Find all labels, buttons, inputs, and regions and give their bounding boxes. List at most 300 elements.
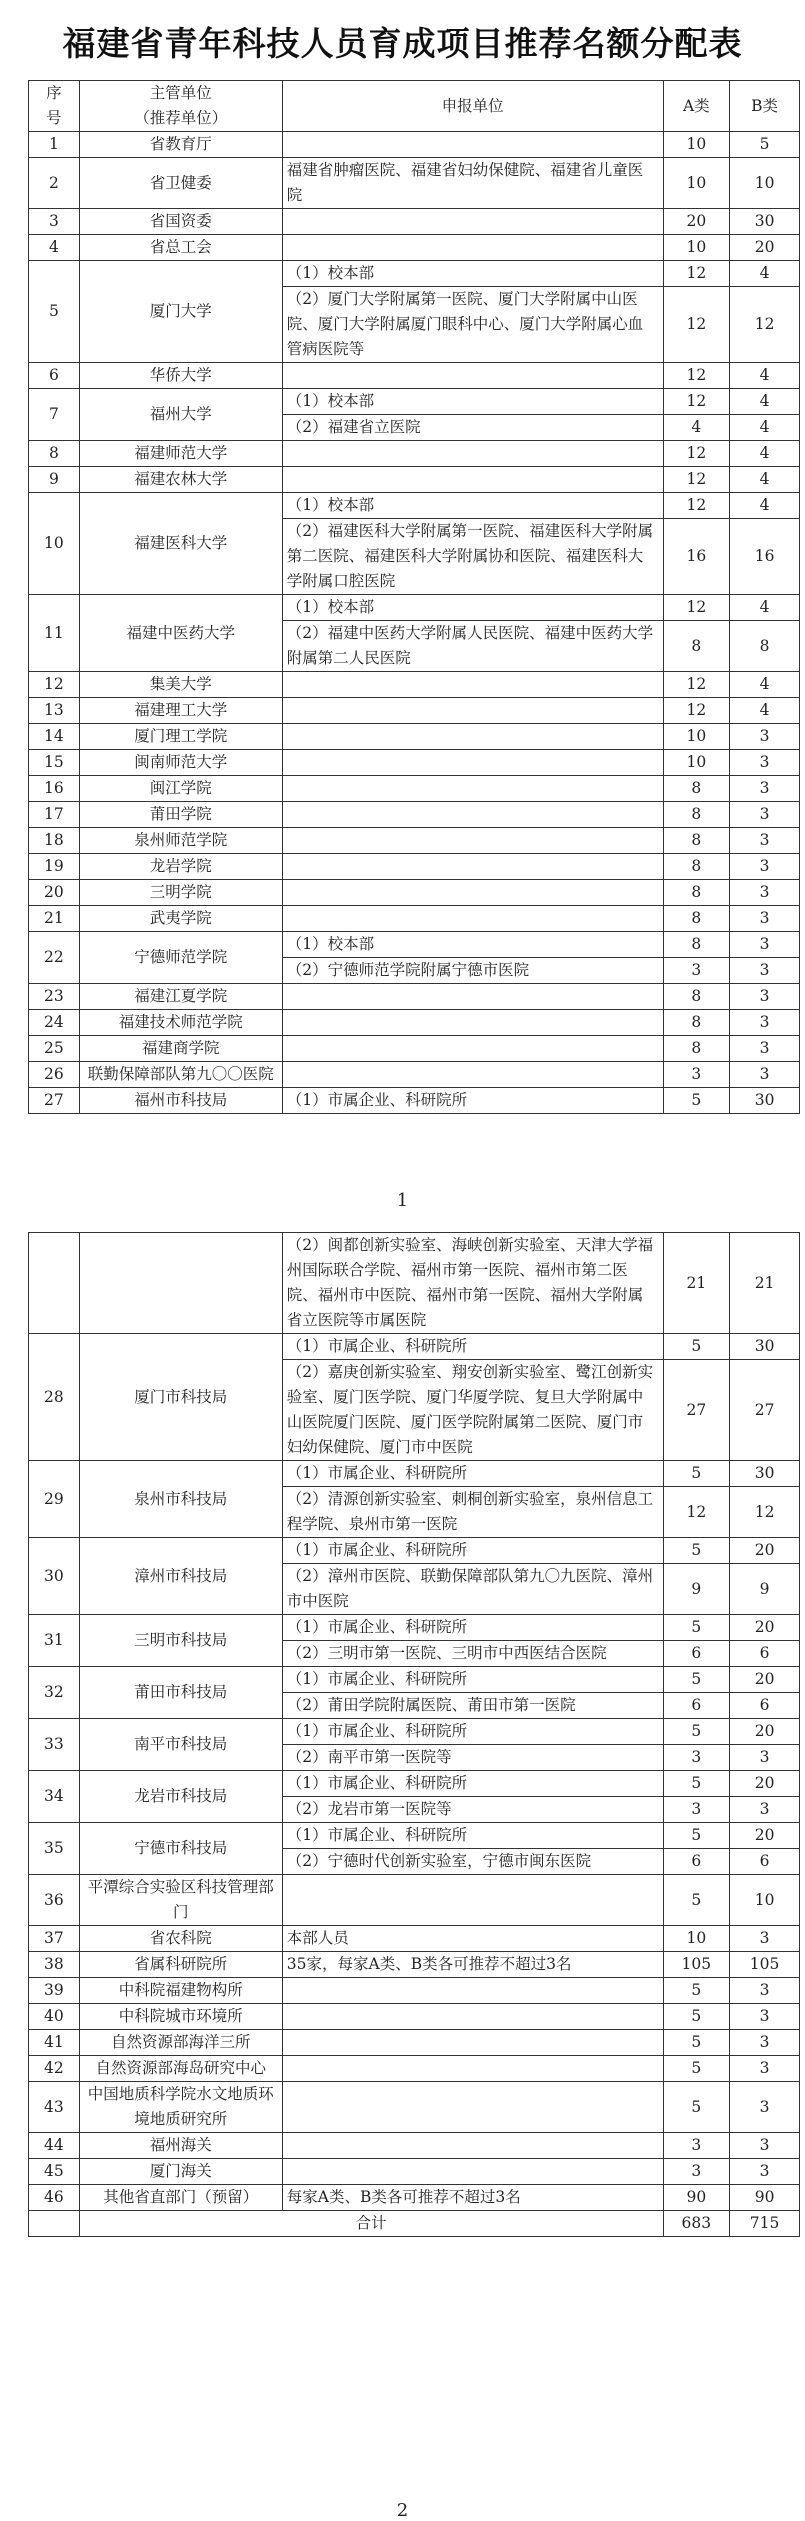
unit-cell — [282, 467, 663, 493]
unit-cell: （1）市属企业、科研院所 — [282, 1334, 663, 1360]
a-cell: 12 — [663, 493, 730, 519]
a-cell: 12 — [663, 287, 730, 363]
org-cell: 泉州师范学院 — [79, 828, 282, 854]
b-cell: 3 — [730, 2133, 800, 2159]
table-row — [29, 2185, 800, 2211]
org-cell: 厦门海关 — [79, 2159, 282, 2185]
b-cell: 20 — [730, 235, 800, 261]
a-cell: 3 — [663, 2133, 730, 2159]
unit-cell: （2）漳州市医院、联勤保障部队第九〇九医院、漳州市中医院 — [282, 1564, 663, 1615]
a-cell: 10 — [663, 750, 730, 776]
table-row — [29, 932, 800, 958]
total-row — [29, 2211, 800, 2237]
unit-cell: 本部人员 — [282, 1926, 663, 1952]
a-cell: 5 — [663, 1334, 730, 1360]
org-cell: 省总工会 — [79, 235, 282, 261]
allocation-table-page-1 — [28, 80, 800, 1114]
b-cell: 4 — [730, 672, 800, 698]
org-cell: 福建师范大学 — [79, 441, 282, 467]
a-cell: 5 — [663, 1875, 730, 1926]
b-cell: 10 — [730, 158, 800, 209]
org-cell: 漳州市科技局 — [79, 1538, 282, 1615]
unit-cell: （1）校本部 — [282, 389, 663, 415]
org-cell: 集美大学 — [79, 672, 282, 698]
org-cell: 武夷学院 — [79, 906, 282, 932]
header-b: B类 — [730, 81, 800, 132]
seq-cell: 38 — [29, 1952, 80, 1978]
table-row — [29, 802, 800, 828]
b-cell: 3 — [730, 750, 800, 776]
b-cell: 90 — [730, 2185, 800, 2211]
a-cell: 12 — [663, 595, 730, 621]
seq-cell: 14 — [29, 724, 80, 750]
unit-cell: （1）市属企业、科研院所 — [282, 1771, 663, 1797]
a-cell: 8 — [663, 1036, 730, 1062]
a-cell: 10 — [663, 724, 730, 750]
unit-cell — [282, 828, 663, 854]
a-cell: 6 — [663, 1849, 730, 1875]
b-cell: 8 — [730, 621, 800, 672]
b-cell: 30 — [730, 1334, 800, 1360]
org-cell: 联勤保障部队第九〇〇医院 — [79, 1062, 282, 1088]
table-row-continued — [29, 1233, 800, 1334]
table-row — [29, 1978, 800, 2004]
seq-cell: 35 — [29, 1823, 80, 1875]
seq-cell: 3 — [29, 209, 80, 235]
unit-cell — [282, 750, 663, 776]
b-cell: 3 — [730, 854, 800, 880]
table-row — [29, 1667, 800, 1693]
table-row — [29, 880, 800, 906]
unit-cell — [282, 1062, 663, 1088]
org-cell: 莆田市科技局 — [79, 1667, 282, 1719]
seq-cell: 1 — [29, 132, 80, 158]
org-cell: 福建技术师范学院 — [79, 1010, 282, 1036]
b-cell: 3 — [730, 2030, 800, 2056]
b-cell: 30 — [730, 1461, 800, 1487]
b-cell: 4 — [730, 389, 800, 415]
b-cell: 3 — [730, 2056, 800, 2082]
header-seq: 序 号 — [29, 81, 80, 132]
b-cell: 20 — [730, 1771, 800, 1797]
b-cell: 3 — [730, 724, 800, 750]
seq-cell: 34 — [29, 1771, 80, 1823]
b-cell: 3 — [730, 984, 800, 1010]
unit-cell: （1）市属企业、科研院所 — [282, 1719, 663, 1745]
table-row — [29, 235, 800, 261]
a-cell: 12 — [663, 698, 730, 724]
unit-cell: （1）市属企业、科研院所 — [282, 1615, 663, 1641]
table-row — [29, 363, 800, 389]
unit-cell — [282, 235, 663, 261]
seq-cell — [29, 1233, 80, 1334]
a-cell: 12 — [663, 1487, 730, 1538]
seq-cell: 33 — [29, 1719, 80, 1771]
org-cell: 泉州市科技局 — [79, 1461, 282, 1538]
unit-cell — [282, 2159, 663, 2185]
table-row — [29, 261, 800, 287]
b-cell: 6 — [730, 1693, 800, 1719]
unit-cell: （1）市属企业、科研院所 — [282, 1088, 663, 1114]
a-cell: 5 — [663, 2004, 730, 2030]
org-cell: 其他省直部门（预留） — [79, 2185, 282, 2211]
b-cell: 4 — [730, 415, 800, 441]
b-cell: 4 — [730, 363, 800, 389]
org-cell: 省教育厅 — [79, 132, 282, 158]
a-cell: 27 — [663, 1360, 730, 1461]
org-cell: 三明学院 — [79, 880, 282, 906]
a-cell: 5 — [663, 1719, 730, 1745]
org-cell: 省国资委 — [79, 209, 282, 235]
seq-cell: 40 — [29, 2004, 80, 2030]
unit-cell: （1）校本部 — [282, 932, 663, 958]
unit-cell: （2）福建中医药大学附属人民医院、福建中医药大学附属第二人民医院 — [282, 621, 663, 672]
b-cell: 30 — [730, 1088, 800, 1114]
unit-cell — [282, 984, 663, 1010]
seq-cell: 31 — [29, 1615, 80, 1667]
unit-cell — [282, 2030, 663, 2056]
b-cell: 3 — [730, 1745, 800, 1771]
a-cell: 8 — [663, 776, 730, 802]
a-cell: 5 — [663, 2056, 730, 2082]
table-row — [29, 2030, 800, 2056]
unit-cell — [282, 2082, 663, 2133]
a-cell: 5 — [663, 2030, 730, 2056]
b-cell: 10 — [730, 1875, 800, 1926]
a-cell: 8 — [663, 621, 730, 672]
a-cell: 8 — [663, 906, 730, 932]
org-cell: 闽南师范大学 — [79, 750, 282, 776]
seq-cell: 13 — [29, 698, 80, 724]
a-cell: 6 — [663, 1641, 730, 1667]
table-row — [29, 132, 800, 158]
seq-cell: 37 — [29, 1926, 80, 1952]
a-cell: 10 — [663, 132, 730, 158]
a-cell: 12 — [663, 441, 730, 467]
a-cell: 5 — [663, 1615, 730, 1641]
b-cell: 20 — [730, 1667, 800, 1693]
seq-cell: 46 — [29, 2185, 80, 2211]
b-cell: 27 — [730, 1360, 800, 1461]
seq-cell: 42 — [29, 2056, 80, 2082]
org-cell: 福建商学院 — [79, 1036, 282, 1062]
b-cell: 3 — [730, 932, 800, 958]
a-cell: 5 — [663, 1538, 730, 1564]
unit-cell: （1）校本部 — [282, 493, 663, 519]
b-cell: 12 — [730, 1487, 800, 1538]
seq-cell: 29 — [29, 1461, 80, 1538]
org-cell: 自然资源部海洋三所 — [79, 2030, 282, 2056]
a-cell: 6 — [663, 1693, 730, 1719]
seq-cell: 44 — [29, 2133, 80, 2159]
a-cell: 8 — [663, 854, 730, 880]
b-cell: 3 — [730, 2004, 800, 2030]
a-cell: 8 — [663, 828, 730, 854]
a-cell: 5 — [663, 1667, 730, 1693]
org-cell: 南平市科技局 — [79, 1719, 282, 1771]
unit-cell: （2）闽都创新实验室、海峡创新实验室、天津大学福州国际联合学院、福州市第一医院、福州市第二医院、福州市中医院、福州市第一医院、福州大学附属省立医院等市属医院 — [282, 1233, 663, 1334]
org-cell: 省属科研院所 — [79, 1952, 282, 1978]
unit-cell: （2）厦门大学附属第一医院、厦门大学附属中山医院、厦门大学附属厦门眼科中心、厦门大学附属心血管病医院等 — [282, 287, 663, 363]
unit-cell — [282, 1036, 663, 1062]
b-cell: 3 — [730, 1010, 800, 1036]
a-cell: 8 — [663, 932, 730, 958]
a-cell: 105 — [663, 1952, 730, 1978]
table-row — [29, 389, 800, 415]
table-row — [29, 209, 800, 235]
table-row — [29, 1461, 800, 1487]
seq-cell: 11 — [29, 595, 80, 672]
b-cell: 3 — [730, 776, 800, 802]
b-cell: 4 — [730, 698, 800, 724]
table-row — [29, 854, 800, 880]
table-row — [29, 984, 800, 1010]
a-cell: 12 — [663, 261, 730, 287]
seq-cell: 45 — [29, 2159, 80, 2185]
seq-cell: 23 — [29, 984, 80, 1010]
unit-cell: （2）宁德时代创新实验室，宁德市闽东医院 — [282, 1849, 663, 1875]
unit-cell — [282, 441, 663, 467]
a-cell: 10 — [663, 235, 730, 261]
b-cell: 12 — [730, 287, 800, 363]
org-cell: 福建江夏学院 — [79, 984, 282, 1010]
org-cell: 福建农林大学 — [79, 467, 282, 493]
a-cell: 8 — [663, 880, 730, 906]
unit-cell: （2）南平市第一医院等 — [282, 1745, 663, 1771]
a-cell: 5 — [663, 1823, 730, 1849]
unit-cell — [282, 132, 663, 158]
org-cell: 宁德师范学院 — [79, 932, 282, 984]
seq-cell: 15 — [29, 750, 80, 776]
b-cell: 16 — [730, 519, 800, 595]
a-cell: 5 — [663, 1978, 730, 2004]
table-row — [29, 2056, 800, 2082]
a-cell: 20 — [663, 209, 730, 235]
table-row — [29, 2159, 800, 2185]
table-row — [29, 698, 800, 724]
org-cell: 福建中医药大学 — [79, 595, 282, 672]
table-row — [29, 750, 800, 776]
unit-cell: （2）莆田学院附属医院、莆田市第一医院 — [282, 1693, 663, 1719]
unit-cell — [282, 854, 663, 880]
seq-cell: 17 — [29, 802, 80, 828]
b-cell: 3 — [730, 1797, 800, 1823]
unit-cell — [282, 698, 663, 724]
unit-cell — [282, 906, 663, 932]
b-cell: 105 — [730, 1952, 800, 1978]
unit-cell — [282, 1010, 663, 1036]
table-row — [29, 1823, 800, 1849]
a-cell: 12 — [663, 672, 730, 698]
b-cell: 3 — [730, 906, 800, 932]
b-cell: 20 — [730, 1615, 800, 1641]
a-cell: 8 — [663, 802, 730, 828]
table-row — [29, 1719, 800, 1745]
b-cell: 3 — [730, 2159, 800, 2185]
b-cell: 3 — [730, 802, 800, 828]
seq-cell: 28 — [29, 1334, 80, 1461]
header-a: A类 — [663, 81, 730, 132]
unit-cell — [282, 1875, 663, 1926]
unit-cell: （2）福建医科大学附属第一医院、福建医科大学附属第二医院、福建医科大学附属协和医院、福建医科大学附属口腔医院 — [282, 519, 663, 595]
org-cell: 福州大学 — [79, 389, 282, 441]
org-cell: 华侨大学 — [79, 363, 282, 389]
a-cell: 3 — [663, 958, 730, 984]
org-cell: 中科院城市环境所 — [79, 2004, 282, 2030]
b-cell: 3 — [730, 1926, 800, 1952]
a-cell: 10 — [663, 158, 730, 209]
unit-cell: （1）校本部 — [282, 261, 663, 287]
unit-cell — [282, 209, 663, 235]
org-cell: 厦门市科技局 — [79, 1334, 282, 1461]
table-row — [29, 906, 800, 932]
org-cell: 省农科院 — [79, 1926, 282, 1952]
page-number: 1 — [396, 1190, 409, 1211]
org-cell: 三明市科技局 — [79, 1615, 282, 1667]
b-cell: 3 — [730, 2082, 800, 2133]
table-row — [29, 1062, 800, 1088]
a-cell: 12 — [663, 467, 730, 493]
b-cell: 3 — [730, 1062, 800, 1088]
seq-cell: 8 — [29, 441, 80, 467]
seq-cell: 36 — [29, 1875, 80, 1926]
b-cell: 21 — [730, 1233, 800, 1334]
a-cell: 3 — [663, 1797, 730, 1823]
unit-cell: 每家A类、B类各可推荐不超过3名 — [282, 2185, 663, 2211]
seq-cell: 30 — [29, 1538, 80, 1615]
unit-cell — [282, 880, 663, 906]
unit-cell: （1）市属企业、科研院所 — [282, 1538, 663, 1564]
table-row — [29, 1036, 800, 1062]
seq-cell: 20 — [29, 880, 80, 906]
unit-cell — [282, 1978, 663, 2004]
unit-cell — [282, 363, 663, 389]
table-row — [29, 441, 800, 467]
b-cell: 5 — [730, 132, 800, 158]
seq-cell: 9 — [29, 467, 80, 493]
table-row — [29, 1088, 800, 1114]
table-row — [29, 724, 800, 750]
b-cell: 20 — [730, 1823, 800, 1849]
unit-cell — [282, 2004, 663, 2030]
table-row — [29, 1615, 800, 1641]
table-row — [29, 1010, 800, 1036]
a-cell: 8 — [663, 984, 730, 1010]
org-cell: 平潭综合实验区科技管理部门 — [79, 1875, 282, 1926]
seq-cell — [29, 2211, 80, 2237]
unit-cell — [282, 672, 663, 698]
org-cell: 厦门大学 — [79, 261, 282, 363]
seq-cell: 25 — [29, 1036, 80, 1062]
b-cell: 4 — [730, 261, 800, 287]
a-cell: 3 — [663, 1745, 730, 1771]
org-cell: 宁德市科技局 — [79, 1823, 282, 1875]
seq-cell: 27 — [29, 1088, 80, 1114]
table-row — [29, 2082, 800, 2133]
header-org: 主管单位 （推荐单位） — [79, 81, 282, 132]
b-cell: 9 — [730, 1564, 800, 1615]
table-row — [29, 1771, 800, 1797]
b-cell: 4 — [730, 595, 800, 621]
org-cell: 厦门理工学院 — [79, 724, 282, 750]
seq-cell: 22 — [29, 932, 80, 984]
unit-cell: （2）福建省立医院 — [282, 415, 663, 441]
b-cell: 20 — [730, 1538, 800, 1564]
unit-cell: （1）校本部 — [282, 595, 663, 621]
org-cell: 龙岩学院 — [79, 854, 282, 880]
org-cell: 福州海关 — [79, 2133, 282, 2159]
page-number: 2 — [396, 2500, 409, 2521]
b-cell: 20 — [730, 1719, 800, 1745]
b-cell: 3 — [730, 958, 800, 984]
seq-cell: 39 — [29, 1978, 80, 2004]
org-cell: 龙岩市科技局 — [79, 1771, 282, 1823]
seq-cell: 12 — [29, 672, 80, 698]
unit-cell: （1）市属企业、科研院所 — [282, 1667, 663, 1693]
a-cell: 16 — [663, 519, 730, 595]
b-cell: 4 — [730, 441, 800, 467]
unit-cell: （1）市属企业、科研院所 — [282, 1823, 663, 1849]
a-cell: 5 — [663, 1461, 730, 1487]
a-cell: 9 — [663, 1564, 730, 1615]
seq-cell: 32 — [29, 1667, 80, 1719]
a-cell: 12 — [663, 363, 730, 389]
allocation-table-page-2 — [28, 1232, 800, 2237]
a-cell: 3 — [663, 2159, 730, 2185]
unit-cell: （2）宁德师范学院附属宁德市医院 — [282, 958, 663, 984]
seq-cell: 6 — [29, 363, 80, 389]
org-cell: 中科院福建物构所 — [79, 1978, 282, 2004]
table-header-row — [29, 81, 800, 132]
a-cell: 8 — [663, 1010, 730, 1036]
table-row — [29, 776, 800, 802]
page-title: 福建省青年科技人员育成项目推荐名额分配表 — [62, 24, 743, 63]
a-cell: 4 — [663, 415, 730, 441]
seq-cell: 41 — [29, 2030, 80, 2056]
org-cell: 自然资源部海岛研究中心 — [79, 2056, 282, 2082]
a-cell: 3 — [663, 1062, 730, 1088]
unit-cell — [282, 776, 663, 802]
unit-cell — [282, 2133, 663, 2159]
b-cell: 30 — [730, 209, 800, 235]
table-row — [29, 672, 800, 698]
seq-cell: 10 — [29, 493, 80, 595]
table-row — [29, 1952, 800, 1978]
a-cell: 5 — [663, 1771, 730, 1797]
b-cell: 3 — [730, 1036, 800, 1062]
org-cell: 莆田学院 — [79, 802, 282, 828]
a-cell: 5 — [663, 2082, 730, 2133]
b-cell: 6 — [730, 1849, 800, 1875]
unit-cell: （2）嘉庚创新实验室、翔安创新实验室、鹭江创新实验室、厦门医学院、厦门华厦学院、复旦大学附属中山医院厦门医院、厦门医学院附属第二医院、厦门市妇幼保健院、厦门市中医院 — [282, 1360, 663, 1461]
b-cell: 4 — [730, 493, 800, 519]
unit-cell — [282, 802, 663, 828]
table-row — [29, 2133, 800, 2159]
seq-cell: 21 — [29, 906, 80, 932]
unit-cell: （2）清源创新实验室、刺桐创新实验室，泉州信息工程学院、泉州市第一医院 — [282, 1487, 663, 1538]
org-cell — [79, 1233, 282, 1334]
b-cell: 6 — [730, 1641, 800, 1667]
total-b: 715 — [730, 2211, 800, 2237]
unit-cell: （2）龙岩市第一医院等 — [282, 1797, 663, 1823]
org-cell: 省卫健委 — [79, 158, 282, 209]
org-cell: 中国地质科学院水文地质环境地质研究所 — [79, 2082, 282, 2133]
table-row — [29, 1875, 800, 1926]
table-row — [29, 1334, 800, 1360]
seq-cell: 24 — [29, 1010, 80, 1036]
seq-cell: 16 — [29, 776, 80, 802]
unit-cell: 35家，每家A类、B类各可推荐不超过3名 — [282, 1952, 663, 1978]
